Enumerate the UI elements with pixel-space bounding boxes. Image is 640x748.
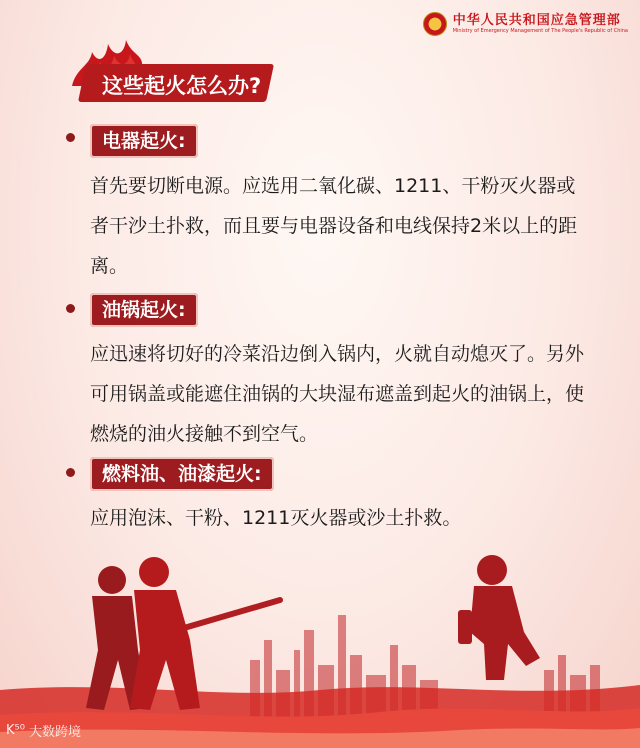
watermark-text: 大数跨境 [28, 725, 81, 740]
section-label: 电器起火: [90, 124, 198, 158]
section-label: 燃料油、油漆起火: [90, 457, 274, 491]
section-text: 应用泡沫、干粉、1211灭火器或沙土扑救。 [90, 507, 462, 529]
ministry-header [423, 12, 628, 36]
firefighters-silhouette-illustration [0, 540, 640, 748]
bullet-dot [66, 468, 75, 477]
bullet-dot [66, 304, 75, 313]
ministry-name-en: Ministry of Emergency Management of The People's Republic of China [452, 28, 628, 34]
page-title: 这些起火怎么办? [102, 74, 262, 98]
ministry-name-cn: 中华人民共和国应急管理部 [452, 13, 621, 28]
firefighter-silhouette [130, 557, 200, 710]
section-text: 应迅速将切好的冷菜沿边倒入锅内，火就自动熄灭了。另外可用锅盖或能遮住油锅的大块湿布遮盖到起火的油锅上，使燃烧的油火接触不到空气。 [90, 343, 585, 445]
title-banner [62, 38, 282, 108]
section-label: 油锅起火: [90, 293, 198, 327]
watermark [6, 721, 81, 740]
watermark-logo: K⁵⁰ [6, 723, 25, 738]
national-emblem-icon [423, 12, 447, 36]
section-text: 首先要切断电源。应选用二氧化碳、1211、干粉灭火器或者干沙土扑救，而且要与电器设备和电线保持2米以上的距离。 [90, 175, 578, 277]
bullet-dot [66, 133, 75, 142]
firefighter-silhouette [458, 555, 540, 680]
